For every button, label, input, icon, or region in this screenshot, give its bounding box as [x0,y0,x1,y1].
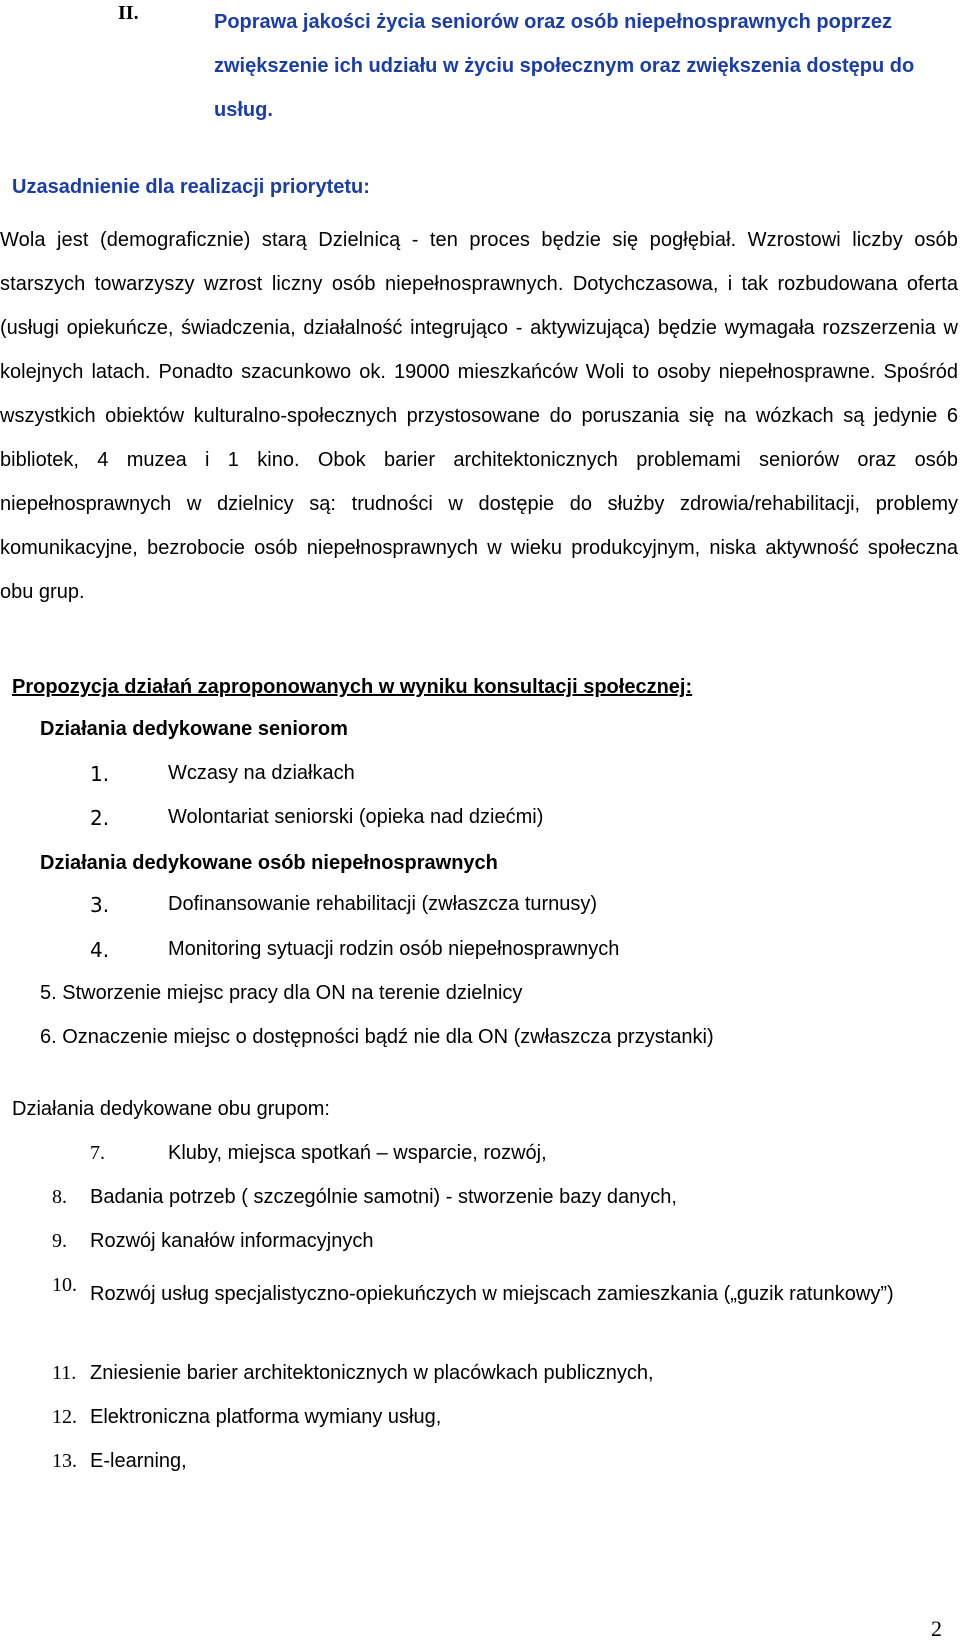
section-title: Poprawa jakości życia seniorów oraz osób niepełnosprawnych poprzez zwiększenie ich udziału w życiu społecznym oraz zwiększenia dostępu do usług. [214,11,915,121]
list-item-number: 12. [52,1406,77,1428]
list-item-number: 7. [90,1142,105,1164]
section-number: II. [118,2,139,24]
list-item-number: 4. [90,938,110,962]
list-item: Rozwój usług specjalistyczno-opiekuńczych w miejscach zamieszkania („guzik ratunkowy”) [90,1283,894,1305]
list-item-number: 10. [52,1274,77,1296]
list-item: Dofinansowanie rehabilitacji (zwłaszcza turnusy) [168,893,598,915]
seniors-heading: Działania dedykowane seniorom [40,718,348,740]
disabled-heading: Działania dedykowane osób niepełnosprawnych [40,852,498,874]
list-item: E-learning, [90,1450,187,1472]
list-item: Kluby, miejsca spotkań – wsparcie, rozwój, [168,1142,547,1164]
list-item-number: 1. [90,762,110,786]
justification-heading: Uzasadnienie dla realizacji priorytetu: [12,176,370,198]
list-item: Rozwój kanałów informacyjnych [90,1230,374,1252]
proposals-heading: Propozycja działań zaproponowanych w wyniku konsultacji społecznej: [12,676,693,698]
justification-intro: Wola jest (demograficznie) starą Dzielnicą - ten proces będzie się pogłębiał. Wzrostowi liczby osób starszych towarzyszy wzrost liczny osób niepełnosprawnych. [0,229,958,295]
list-item: Elektroniczna platforma wymiany usług, [90,1406,442,1428]
list-item-number: 11. [52,1362,77,1384]
list-item-number: 9. [52,1230,67,1252]
both-groups-heading: Działania dedykowane obu grupom: [12,1098,330,1120]
list-item-number: 13. [52,1450,77,1472]
list-item-number: 2. [90,806,110,830]
justification-body: Dotychczasowa, i tak rozbudowana oferta (usługi opiekuńcze, świadczenia, działalność integrująco - aktywizująca) będzie wymagała rozszerzenia w kolejnych latach. Ponadto szacunkowo ok. 19000 mieszkańców Woli to osoby niepełnosprawne. Spośród wszystkich obiektów kulturalno-społecznych przystosowane do poruszania się na wózkach są jedynie 6 bibliotek, 4 muzea i 1 kino. Obok barier architektonicznych problemami seniorów oraz osób niepełnosprawnych w dzielnicy są: trudności w dostępie do służby zdrowia/rehabilitacji, problemy komunikacyjne, bezrobocie osób niepełnosprawnych w wieku produkcyjnym, niska aktywność społeczna obu grup. [0,273,958,603]
list-item: 5. Stworzenie miejsc pracy dla ON na terenie dzielnicy [40,982,523,1004]
list-item-number: 8. [52,1186,67,1208]
list-item: Monitoring sytuacji rodzin osób niepełnosprawnych [168,938,620,960]
list-item-number: 3. [90,893,110,917]
justification-paragraph [0,218,958,614]
list-item: Wolontariat seniorski (opieka nad dziećmi) [168,806,544,828]
list-item: 6. Oznaczenie miejsc o dostępności bądź nie dla ON (zwłaszcza przystanki) [40,1026,714,1048]
list-item: Zniesienie barier architektonicznych w placówkach publicznych, [90,1362,654,1384]
list-item: Badania potrzeb ( szczególnie samotni) - stworzenie bazy danych, [90,1186,677,1208]
page-number: 2 [931,1616,942,1641]
list-item: Wczasy na działkach [168,762,355,784]
